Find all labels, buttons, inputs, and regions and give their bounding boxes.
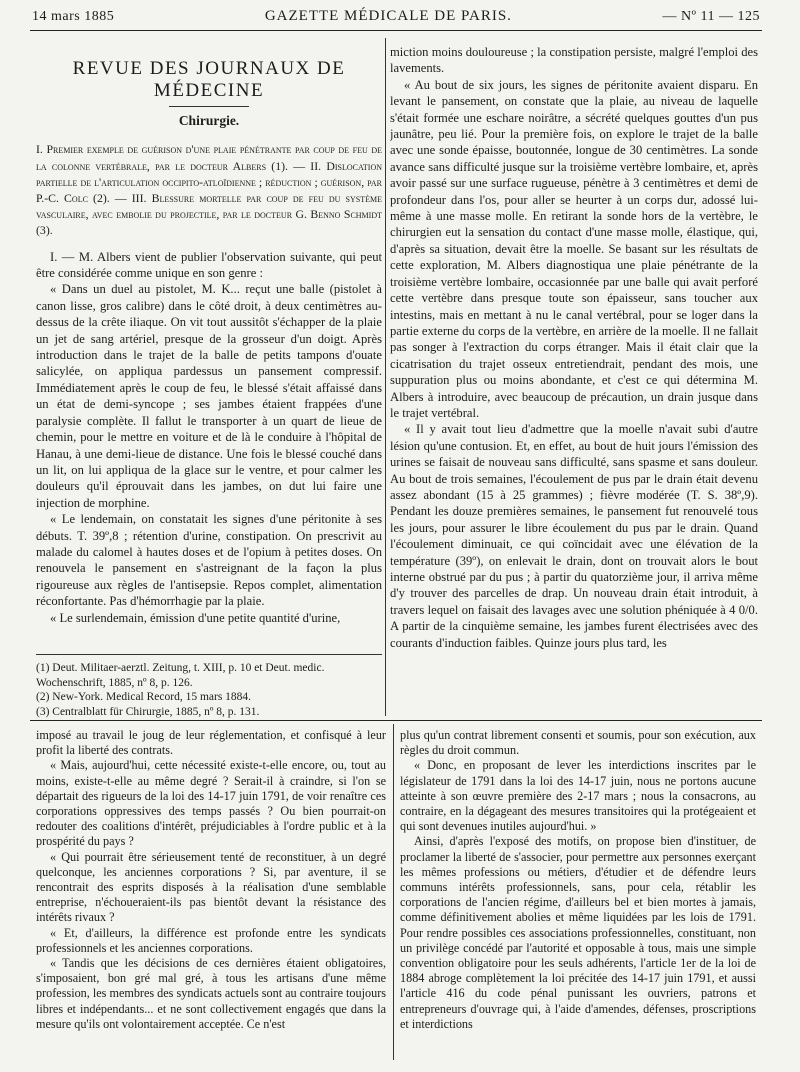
paragraph: « Qui pourrait être sérieusement tenté de reconstituer, à un degré quelconque, les anciennes corporations ? Si, par aventure, il se rencontrait des esprits disposés à la réalisation d'une semblable entreprise, n'échoueraient-ils pas bientôt devant la résistance des intérêts rivaux ? [36,849,386,925]
article-summary: I. Premier exemple de guérison d'une plaie pénétrante par coup de feu de la colonne vertébrale, par le docteur Albers (1). — II. Dislocation partielle de l'articulation occipito-atloïdienne ; réduction ; guérison, par P.-C. Colc (2). — III. Blessure mortelle par coup de feu du système vasculaire, avec embolie du projectile, par le docteur G. Benno Schmidt (3). [36,142,382,238]
footnote: (2) New-York. Medical Record, 15 mars 1884. [36,691,252,704]
left-column [36,44,382,644]
header-rule [30,30,762,31]
paragraph: « Mais, aujourd'hui, cette nécessité existe-t-elle encore, ou, tout au moins, existe-t-elle au même degré ? Serait-il à craindre, si l'on se départait des rigueurs de la loi des 14-17 juin 1791, de voir renaître ces corporations oppressives des temps passés ? Ou bien pourrait-on redouter des coalitions d'intérêt, préjudiciables à l'ordre public et à la prospérité du pays ? [36,758,386,849]
paragraph: I. — M. Albers vient de publier l'observation suivante, qui peut être considérée comme unique en son genre : [36,249,382,281]
paragraph: « Et, d'ailleurs, la différence est profonde entre les syndicats professionnels et les anciennes corporations. [36,925,386,955]
paragraph: « Le lendemain, on constatait les signes d'une péritonite à ses débuts. T. 39º,8 ; rétention d'urine, constipation. On prescrivit au malade du calomel à hautes doses et de l'opium à petites doses. On renouvela le pansement en s'astreignant de la façon la plus rigoureuse aux règles de l'antisepsie. Repos complet, alimentation réconfortante. Pas d'hémorrhagie par la plaie. [36,512,382,609]
footnote: (3) Centralblatt für Chirurgie, 1885, nº 8, p. 131. [36,705,260,718]
header-issue-page: — Nº 11 — 125 [662,9,760,24]
section-title: REVUE DES JOURNAUX DE MÉDECINE [72,58,346,101]
paragraph: « Il y avait tout lieu d'admettre que la moelle n'avait subi d'autre lésion qu'une contusion. Et, en effet, au bout de huit jours l'émission des urines se faisait de nouveau sans difficulté, sans spasme et sans douleur. Au bout de trois semaines, l'écoulement de pus par le drain était devenu assez abondant (15 à 25 grammes) ; fièvre modérée (T. S. 38º,9). Pendant les douze premières semaines, le pansement fut renouvelé tous les jours, pour assurer le libre écoulement du pus par le drain. Quand l'écoulement diminuait, ce qui coïncidait avec une élévation de la température (39º), on enlevait le drain, dont on trouvait alors le bout interne obstrué par du pus ; à partir du quatorzième jour, il arriva même d'y trouver des parcelles de drap. Un nouveau drain était introduit, à travers lequel on faisait des lavages avec une solution phéniquée à 4 0/0. A partir de la cinquième semaine, les jambes furent électrisées avec des courants d'induction faibles. Quinze jours plus tard, les [390,422,758,650]
paragraph: « Tandis que les décisions de ces dernières étaient obligatoires, s'imposaient, bon gré mal gré, à tous les artisans d'une même profession, les membres des syndicats actuels sont au contraire toujours libres et indépendants... et ne sont collectivement engagés que dans la mesure qu'ils ont volontairement acceptée. Ce n'est [36,956,386,1031]
section-separator-rule [30,720,762,721]
paragraph: miction moins douloureuse ; la constipation persiste, malgré l'emploi des lavements. [390,45,758,76]
running-head [32,8,760,30]
paragraph: « Le surlendemain, émission d'une petite quantité d'urine, [50,610,341,625]
footnote-rule [36,654,382,655]
bottom-left-column [36,728,386,1058]
subsection-title: Chirurgie. [178,113,240,128]
header-journal-title: GAZETTE MÉDICALE DE PARIS. [264,8,512,24]
column-divider [393,724,394,1060]
footnote: (1) Deut. Militaer-aerztl. Zeitung, t. XIII, p. 10 et Deut. medic. Wochenschrift, 1885, nº 8, p. 126. [36,662,325,689]
right-column [390,44,758,714]
bottom-right-column [400,728,756,1058]
paragraph: « Au bout de six jours, les signes de péritonite avaient disparu. En levant le pansement, on constate que la plaie, au niveau de laquelle s'était formée une eschare noirâtre, a sécrété quelques gouttes d'un pus jaunâtre, peu lié. Pour la première fois, on explore le trajet de la balle avec une sonde épaisse, boutonnée, longue de 30 centimètres. La sonde avance sans difficulté jusque sur la troisième vertèbre lombaire, et, après avoir passé sur une surface rugueuse, pénètre à 3 centimètres et demi de profondeur dans l'os, pour aller se heurter à un corps dur, adossé lui-même à une masse molle. En retirant la sonde hors de la vertèbre, le chirurgien eut la sensation du contact d'une masse molle, élastique, qui, d'après sa situation, devait être la moelle. Se basant sur les résultats de cette exploration, M. Albers diagnostiqua une plaie pénétrante de la troisième vertèbre lombaire, occasionnée par une balle qui avait perforé cette vertèbre dans presque toute son épaisseur, sans toucher aux intestins, mais en mettant à nu le canal vertébral, pour se loger dans la partie externe du corps de la vertèbre, en arrière de la moelle. Il ne fallait pas songer à l'extraction du corps étranger. Mais il était clair que la cicatrisation du trajet osseux entretiendrait, pendant des mois, une suppuration plus ou moins abondante, et c'est ce qui détermina M. Albers à introduire, avec beaucoup de précaution, un drain jusque dans le trajet vertébral. [390,77,758,420]
header-date: 14 mars 1885 [32,9,115,24]
footnotes [36,654,382,719]
paragraph: « Dans un duel au pistolet, M. K... reçut une balle (pistolet à canon lisse, gros calibre) dans le côté droit, à deux centimètres au-dessus de la crête iliaque. On vit tout aussitôt s'échapper de la plaie un jet de sang artériel, presque de la grosseur d'un doigt. Après introduction dans le trajet de la balle de petits tampons d'ouate salicylée, on appliqua pardessus un pansement compressif. Immédiatement après le coup de feu, le blessé s'était affaissé dans un état de demi-syncope ; ses jambes étaient frappées d'une paralysie complète. Il fallut le transporter à un quart de lieue de chemin, pour le mettre en voiture et de là le conduire à l'hôpital de Hanau, à une demi-lieue de distance. Une fois le blessé couché dans un lit, on lui appliqua de la glace sur le ventre, et pour calmer les douleurs qu'il éprouvait dans les jambes, on dut lui faire une injection de morphine. [36,282,382,510]
paragraph: « Donc, en proposant de lever les interdictions inscrites par le législateur de 1791 dans la loi des 14-17 juin, nous ne portons aucune atteinte à son œuvre première des 2-17 mars ; nous la consacrons, au contraire, en la dégageant des mesures transitoires qui la protégeaient et qui sont devenues inutiles aujourd'hui. » [400,758,756,834]
column-divider [385,38,386,716]
paragraph: plus qu'un contrat librement consenti et soumis, pour son exécution, aux règles du droit commun. [400,728,756,758]
paragraph: imposé au travail le joug de leur réglementation, et confisqué à leur profit la liberté des contrats. [36,728,386,758]
title-rule [169,106,249,107]
paragraph: Ainsi, d'après l'exposé des motifs, on propose bien d'instituer, de proclamer la liberté de s'associer, pour permettre aux personnes exerçant les mêmes professions ou métiers, d'étudier et de défendre leurs communs intérêts professionnels, sans, pour cela, rétablir les corporations de l'ancien régime, d'ailleurs bel et bien mortes à jamais, comme définitivement abolies et même liquidées par les lois de 1791. Pour rendre possibles ces associations professionnelles, constituant, non un privilège concédé par l'autorité et opposable à tous, mais une simple convention obligatoire pour les seuls adhérents, l'article 1er de la loi de 1884 abroge complètement la loi précitée des 14-17 juin 1791, et aussi l'article 416 du code pénal punissant les ouvriers, patrons et entrepreneurs d'ouvrage qui, à l'aide d'amendes, défenses, proscriptions et interdictions [400,834,756,1031]
